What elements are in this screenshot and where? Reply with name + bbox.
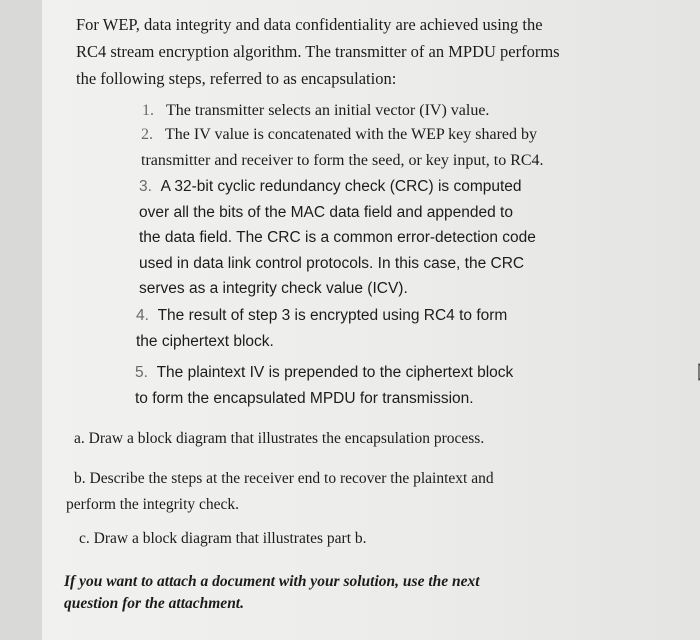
question-text: perform the integrity check. xyxy=(66,496,240,513)
question-a xyxy=(74,426,484,452)
question-label: a. xyxy=(74,430,85,447)
step-text: A 32-bit cyclic redundancy check (CRC) is computed xyxy=(160,178,522,195)
step-text: to form the encapsulated MPDU for transmission. xyxy=(135,389,474,407)
question-text: Describe the steps at the receiver end to recover the plaintext and xyxy=(89,470,494,487)
step-5 xyxy=(135,360,513,411)
question-c xyxy=(79,526,367,552)
step-number: 5. xyxy=(135,364,148,381)
step-text: The transmitter selects an initial vector (IV) value. xyxy=(166,102,490,119)
question-label: c. xyxy=(79,530,90,547)
note-line: question for the attachment. xyxy=(64,595,244,612)
intro-paragraph xyxy=(76,11,560,92)
step-text: The result of step 3 is encrypted using RC4 to form xyxy=(157,307,508,324)
step-text: transmitter and receiver to form the seed, or key input, to RC4. xyxy=(141,152,544,169)
step-text: serves as a integrity check value (ICV). xyxy=(139,280,408,297)
note-line: If you want to attach a document with your solution, use the next xyxy=(64,573,480,590)
attachment-note xyxy=(64,571,480,615)
step-text: the ciphertext block. xyxy=(136,332,274,350)
step-1 xyxy=(142,98,489,124)
step-text: The plaintext IV is prepended to the ciphertext block xyxy=(156,364,514,381)
step-text: the data field. The CRC is a common error-detection code xyxy=(139,229,536,246)
intro-line: the following steps, referred to as encapsulation: xyxy=(76,69,397,88)
step-number: 3. xyxy=(139,178,152,195)
intro-line: RC4 stream encryption algorithm. The transmitter of an MPDU performs xyxy=(76,42,560,61)
step-number: 1. xyxy=(142,102,154,119)
step-text: over all the bits of the MAC data field and appended to xyxy=(139,203,513,221)
step-4 xyxy=(136,303,507,354)
question-label: b. xyxy=(74,470,86,487)
step-text: The IV value is concatenated with the WEP key shared by xyxy=(165,126,538,143)
document-page xyxy=(42,0,700,640)
question-text: Draw a block diagram that illustrates the encapsulation process. xyxy=(88,430,485,447)
question-b xyxy=(66,466,494,518)
step-number: 4. xyxy=(136,307,149,324)
question-text: Draw a block diagram that illustrates part b. xyxy=(93,530,367,547)
step-number: 2. xyxy=(141,126,153,143)
step-text: used in data link control protocols. In this case, the CRC xyxy=(139,254,525,272)
step-3 xyxy=(139,174,536,302)
intro-line: For WEP, data integrity and data confidentiality are achieved using the xyxy=(76,15,543,34)
step-2 xyxy=(141,122,544,174)
